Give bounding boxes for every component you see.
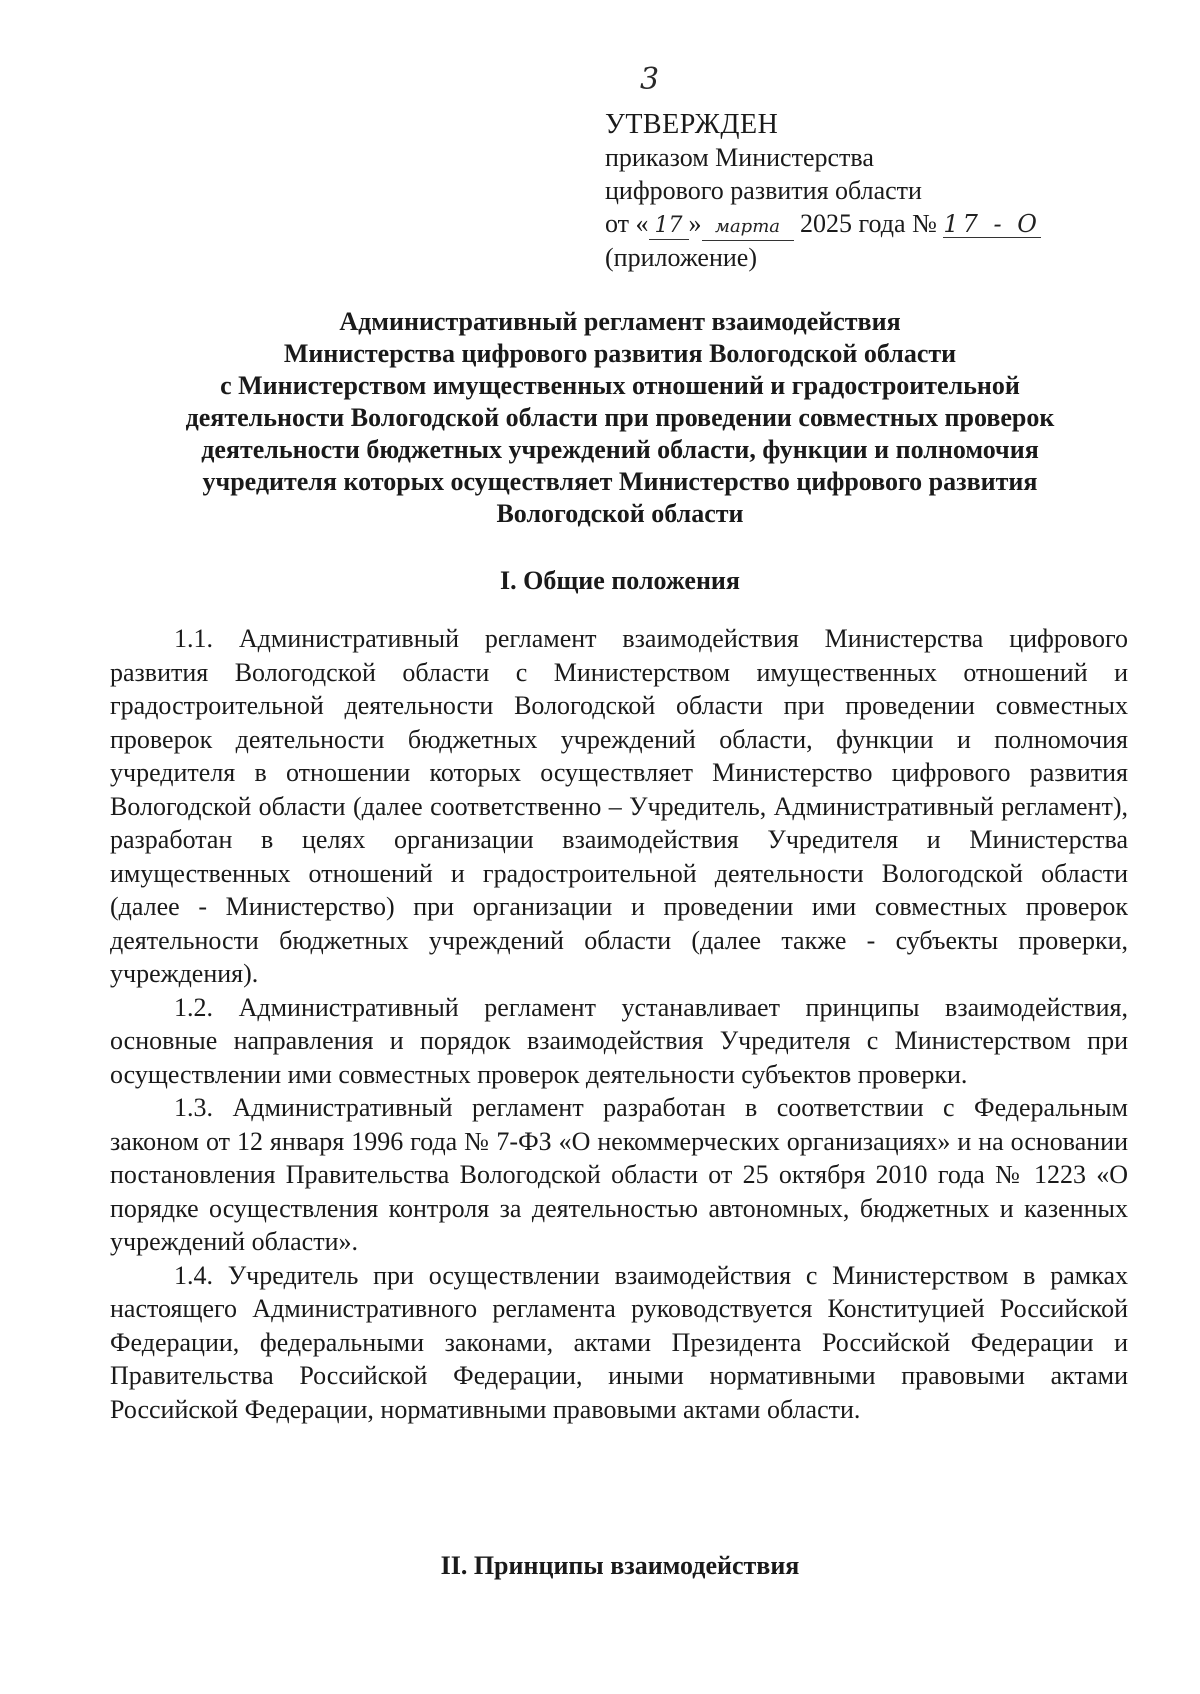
approval-line-1: приказом Министерства <box>605 143 874 172</box>
title-line: Министерства цифрового развития Вологодской области <box>283 339 957 368</box>
handwritten-order-number: 17 - О <box>943 210 1041 238</box>
title-line: учредителя которых осуществляет Министерство цифрового развития <box>202 467 1038 496</box>
title-line: Административный регламент взаимодействия <box>339 307 901 336</box>
paragraph-1-1: 1.1. Административный регламент взаимодействия Министерства цифрового развития Вологодской области с Министерством имущественных отношений и градостроительной деятельности Вологодской области при проведении совместных проверок деятельности бюджетных учреждений области, функции и полномочия учредителя в отношении которых осуществляет Министерство цифрового развития Вологодской области (далее соответственно – Учредитель, Административный регламент), разработан в целях организации взаимодействия Учредителя и Министерства имущественных отношений и градостроительной деятельности Вологодской области (далее - Министерство) при организации и проведении ими совместных проверок деятельности бюджетных учреждений области (далее также - субъекты проверки, учреждения). <box>110 624 1128 988</box>
date-prefix: от « <box>605 209 649 238</box>
approval-appendix: (приложение) <box>605 243 758 272</box>
section-1-body <box>110 622 1128 1426</box>
title-line: деятельности бюджетных учреждений области, функции и полномочия <box>201 435 1039 464</box>
section-2-heading: II. Принципы взаимодействия <box>440 1551 800 1580</box>
date-year-text: 2025 года № <box>800 209 937 238</box>
paragraph-1-2: 1.2. Административный регламент устанавливает принципы взаимодействия, основные направления и порядок взаимодействия Учредителя с Министерством при осуществлении ими совместных проверок деятельности субъектов проверки. <box>110 992 1128 1089</box>
title-line: деятельности Вологодской области при проведении совместных проверок <box>185 403 1055 432</box>
section-1-heading: I. Общие положения <box>500 566 740 595</box>
handwritten-page-number: 3 <box>640 62 660 97</box>
paragraph-1-3: 1.3. Административный регламент разработан в соответствии с Федеральным законом от 12 января 1996 года № 7-ФЗ «О некоммерческих организациях» и на основании постановления Правительства Вологодской области от 25 октября 2010 года № 1223 «О порядке осуществления контроля за деятельностью автономных, бюджетных и казенных учреждений области». <box>110 1093 1128 1256</box>
approval-line-2: цифрового развития области <box>605 176 922 205</box>
document-title <box>100 306 1140 530</box>
title-line: Вологодской области <box>496 499 744 528</box>
handwritten-date-day: 17 <box>649 213 689 240</box>
date-mid: » <box>688 209 702 238</box>
title-line: с Министерством имущественных отношений и градостроительной <box>220 371 1020 400</box>
handwritten-date-month: марта <box>702 214 794 241</box>
paragraph-1-4: 1.4. Учредитель при осуществлении взаимодействия с Министерством в рамках настоящего Административного регламента руководствуется Конституцией Российской Федерации, федеральными законами, актами Президента Российской Федерации и Правительства Российской Федерации, иными нормативными правовыми актами Российской Федерации, нормативными правовыми актами области. <box>110 1260 1128 1424</box>
approval-block <box>605 108 1125 274</box>
approval-date-line <box>605 207 1125 241</box>
approved-heading: УТВЕРЖДЕН <box>605 109 779 140</box>
